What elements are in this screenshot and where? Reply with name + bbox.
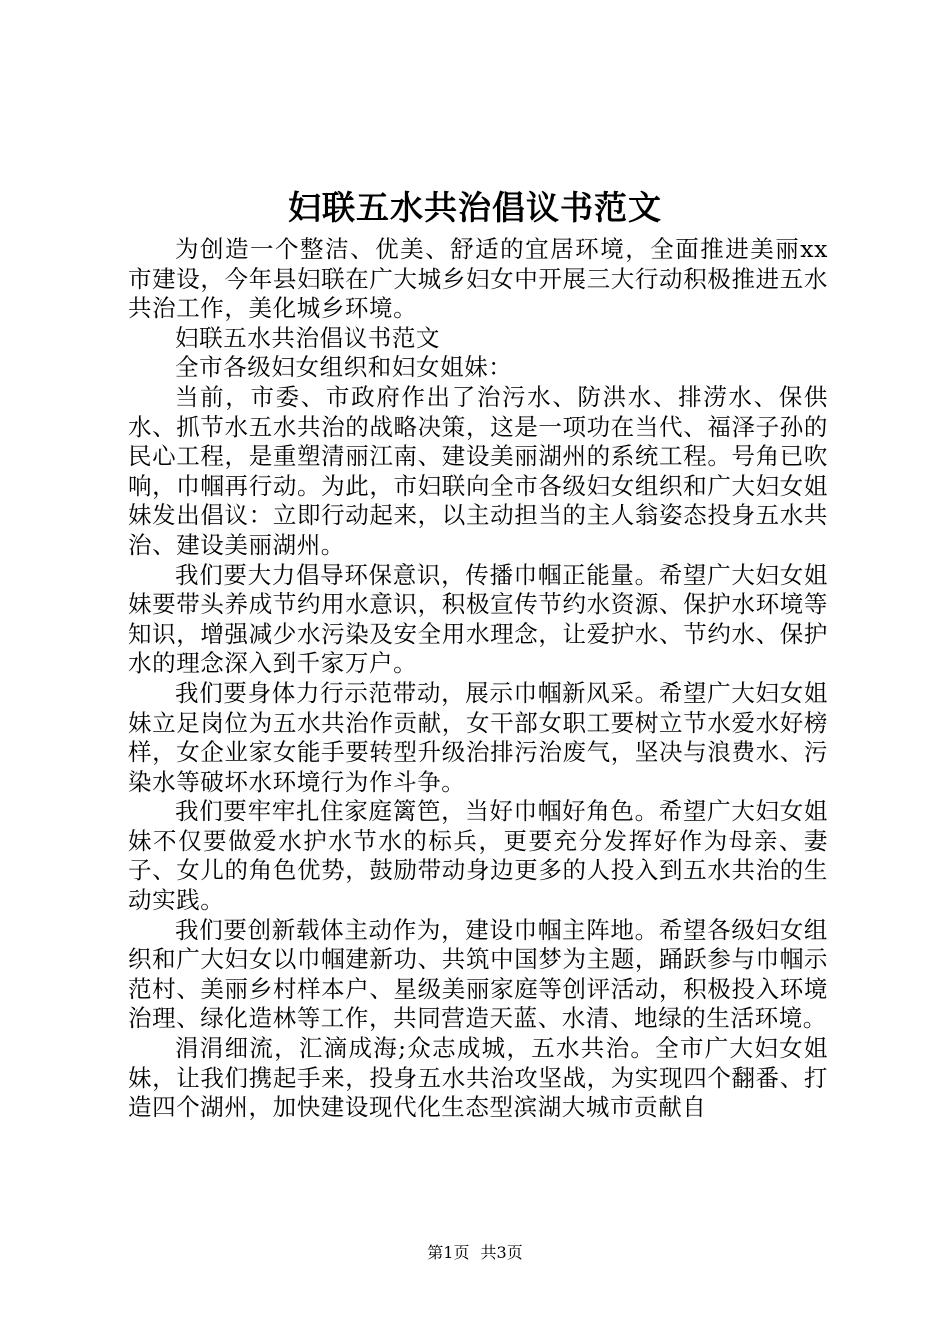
paragraph: 涓涓细流，汇滴成海;众志成城，五水共治。全市广大妇女姐妹，让我们携起手来，投身五水共治攻坚战，为实现四个翻番、打造四个湖州，加快建设现代化生态型滨湖大城市贡献自 [128, 1034, 828, 1122]
paragraph: 我们要大力倡导环保意识，传播巾帼正能量。希望广大妇女姐妹要带头养成节约用水意识，积极宣传节约水资源、保护水环境等知识，增强减少水污染及安全用水理念，让爱护水、节约水、保护水的理念深入到千家万户。 [128, 560, 828, 678]
paragraph: 我们要身体力行示范带动，展示巾帼新风采。希望广大妇女姐妹立足岗位为五水共治作贡献，女干部女职工要树立节水爱水好榜样，女企业家女能手要转型升级治排污治废气，坚决与浪费水、污染水等破坏水环境行为作斗争。 [128, 678, 828, 796]
page-number: 第1页 [427, 1243, 470, 1262]
paragraph: 当前，市委、市政府作出了治污水、防洪水、排涝水、保供水、抓节水五水共治的战略决策，这是一项功在当代、福泽子孙的民心工程，是重塑清丽江南、建设美丽湖州的系统工程。号角已吹响，巾帼再行动。为此，市妇联向全市各级妇女组织和广大妇女姐妹发出倡议：立即行动起来，以主动担当的主人翁姿态投身五水共治、建设美丽湖州。 [128, 382, 828, 559]
paragraph: 为创造一个整洁、优美、舒适的宜居环境，全面推进美丽xx市建设，今年县妇联在广大城乡妇女中开展三大行动积极推进五水共治工作，美化城乡环境。 [128, 235, 828, 323]
page-total: 共3页 [480, 1243, 523, 1262]
paragraph: 我们要牢牢扎住家庭篱笆，当好巾帼好角色。希望广大妇女姐妹不仅要做爱水护水节水的标兵，更要充分发挥好作为母亲、妻子、女儿的角色优势，鼓励带动身边更多的人投入到五水共治的生动实践。 [128, 797, 828, 915]
paragraph: 我们要创新载体主动作为，建设巾帼主阵地。希望各级妇女组织和广大妇女以巾帼建新功、共筑中国梦为主题，踊跃参与巾帼示范村、美丽乡村样本户、星级美丽家庭等创评活动，积极投入环境治理、绿化造林等工作，共同营造天蓝、水清、地绿的生活环境。 [128, 915, 828, 1033]
document-title: 妇联五水共治倡议书范文 [288, 188, 662, 227]
paragraph: 全市各级妇女组织和妇女姐妹： [175, 353, 513, 382]
paragraph: 妇联五水共治倡议书范文 [175, 323, 441, 352]
page-footer [0, 1241, 950, 1265]
document-body [128, 235, 828, 1123]
